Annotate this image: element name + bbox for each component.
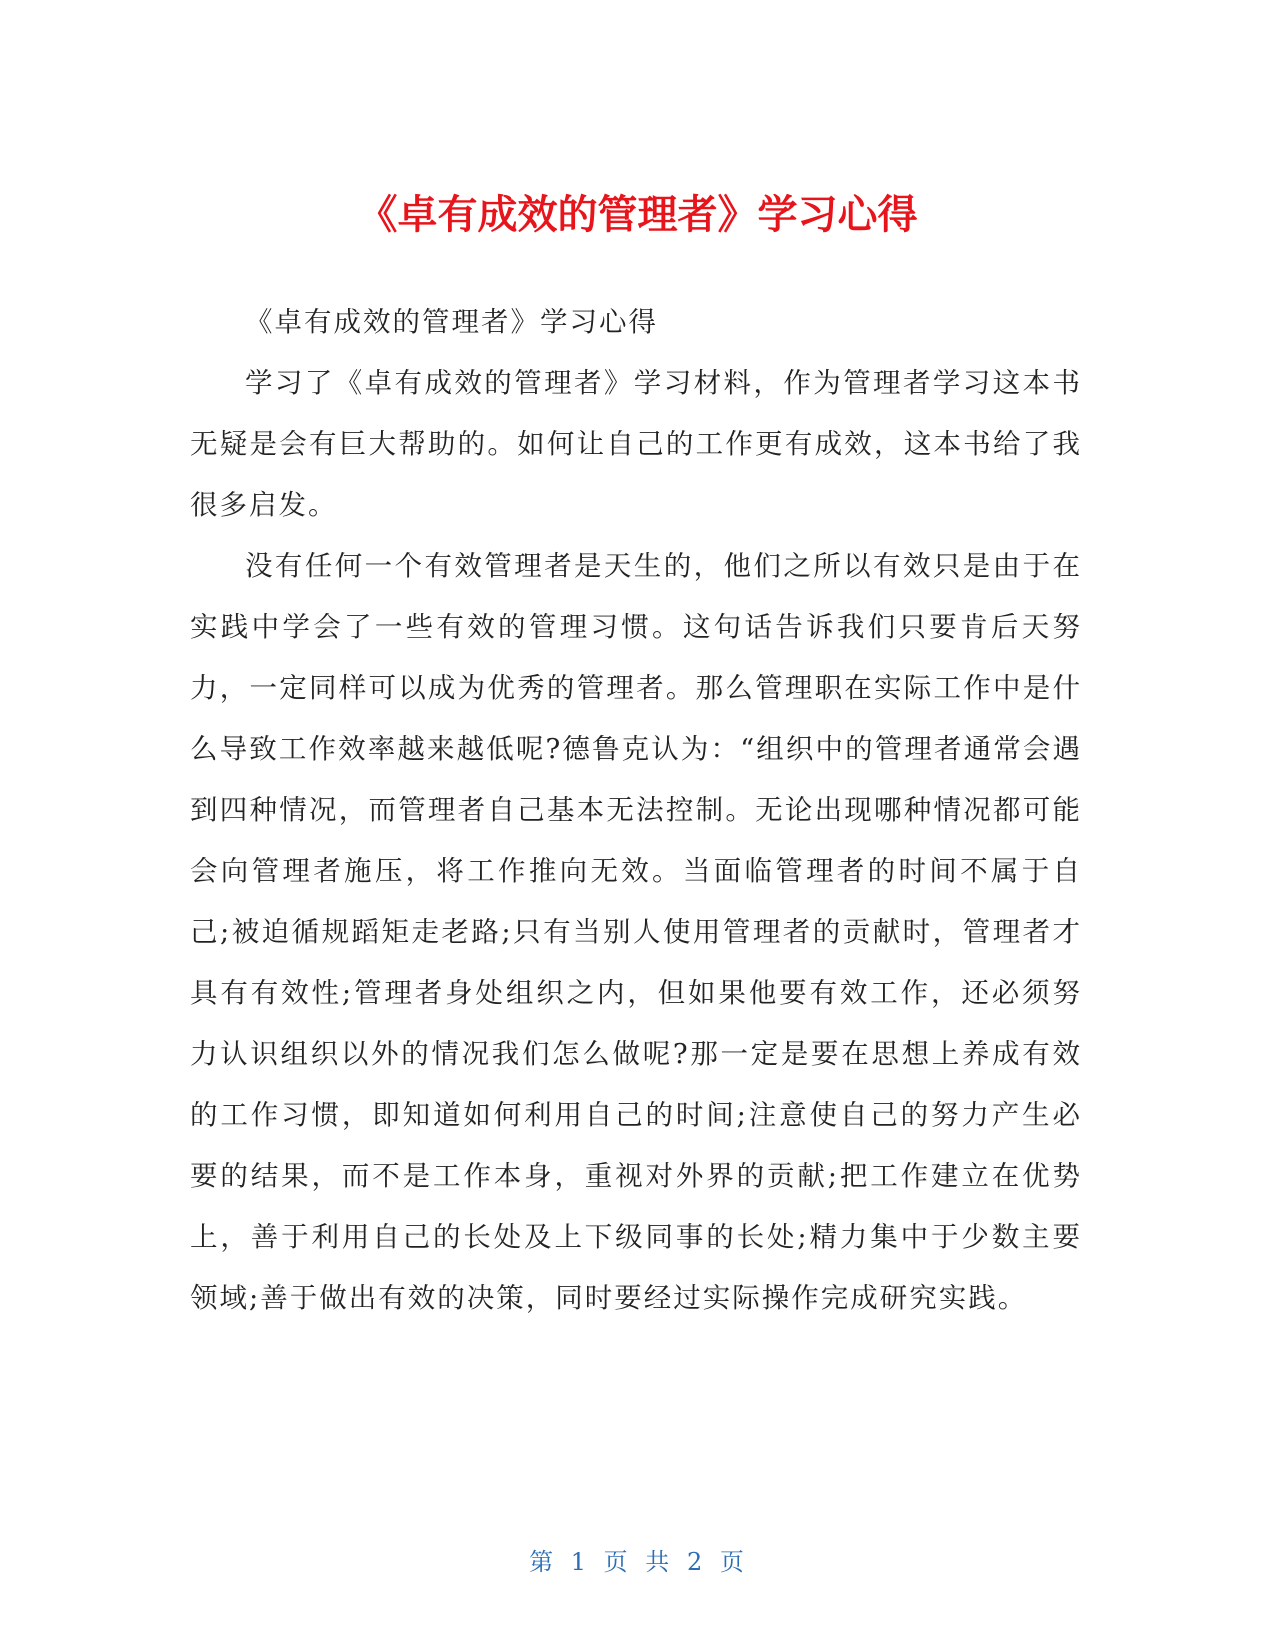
paragraph-heading: 《卓有成效的管理者》学习心得 xyxy=(245,306,658,338)
paragraph-main: 没有任何一个有效管理者是天生的，他们之所以有效只是由于在实践中学会了一些有效的管理习惯。这句话告诉我们只要肯后天努力，一定同样可以成为优秀的管理者。那么管理职在实际工作中是什么导致工作效率越来越低呢?德鲁克认为：“组织中的管理者通常会遇到四种情况，而管理者自己基本无法控制。无论出现哪种情况都可能会向管理者施压，将工作推向无效。当面临管理者的时间不属于自己;被迫循规蹈矩走老路;只有当别人使用管理者的贡献时，管理者才具有有效性;管理者身处组织之内，但如果他要有效工作，还必须努力认识组织以外的情况我们怎么做呢?那一定是要在思想上养成有效的工作习惯，即知道如何利用自己的时间;注意使自己的努力产生必要的结果，而不是工作本身，重视对外界的贡献;把工作建立在优势上，善于利用自己的长处及上下级同事的长处;精力集中于少数主要领域;善于做出有效的决策，同时要经过实际操作完成研究实践。 xyxy=(190,550,1082,1314)
paragraph-intro: 学习了《卓有成效的管理者》学习材料，作为管理者学习这本书无疑是会有巨大帮助的。如何让自己的工作更有成效，这本书给了我很多启发。 xyxy=(190,367,1082,521)
page-footer: 第 1 页 共 2 页 xyxy=(529,1548,746,1576)
document-body xyxy=(190,292,1082,1329)
document-title: 《卓有成效的管理者》学习心得 xyxy=(357,191,918,238)
